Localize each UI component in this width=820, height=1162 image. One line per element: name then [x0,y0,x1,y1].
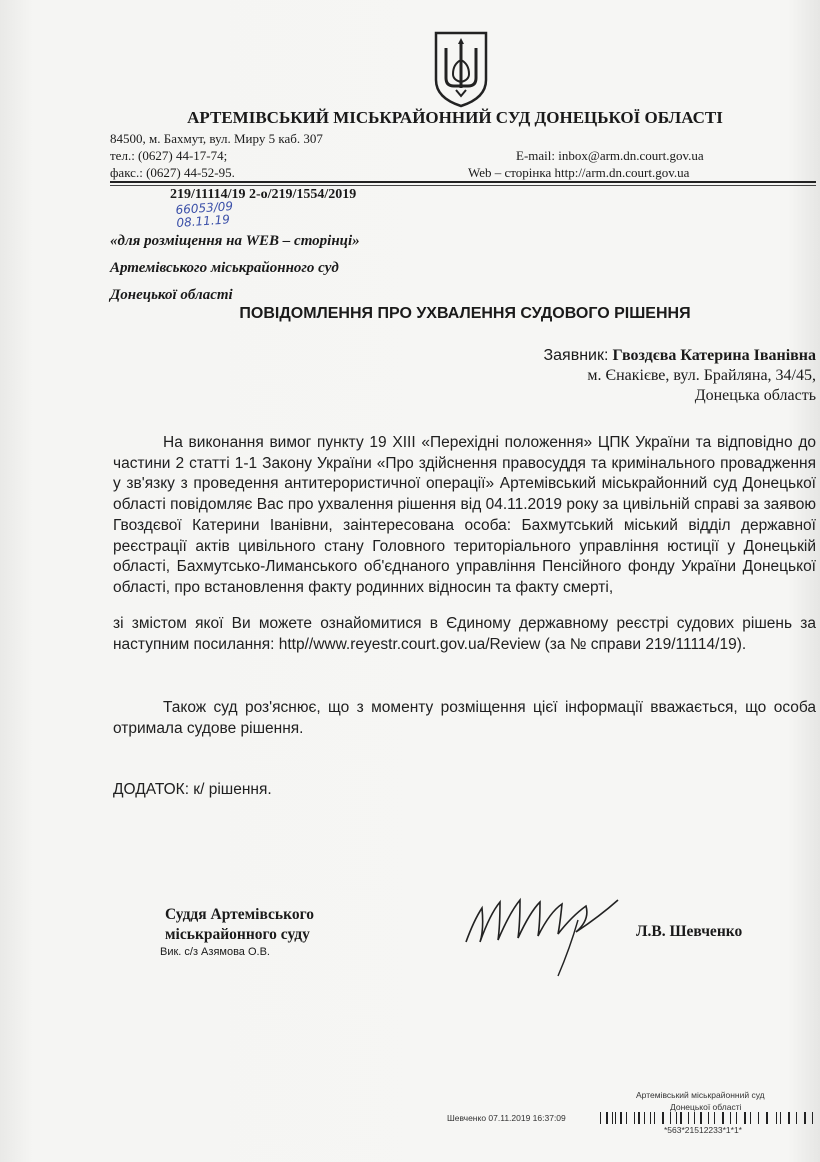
barcode-icon [600,1112,816,1124]
handwritten-signature [460,890,630,980]
applicant-label: Заявник: [543,347,609,364]
applicant-address-1: м. Єнакієве, вул. Брайляна, 34/45, [587,367,816,384]
body-paragraph-3: Також суд роз'яснює, що з моменту розміщення цієї інформації вважається, що особа отримала судове рішення. [113,699,816,737]
body-paragraph-2: зі змістом якої Ви можете ознайомитися в Єдиному державному реєстрі судових рішень за наступним посилання: http//www.reyestr.court.gov.ua/Review (за № справи 219/11114/19). [113,615,816,653]
coat-of-arms-icon [432,30,490,108]
applicant-address-2: Донецька область [694,387,816,404]
stamp-region: Донецької області [670,1102,742,1112]
addressee-line-1: «для розміщення на WEB – сторінці» [110,233,360,249]
header-divider-thin [110,185,816,186]
judge-name: Л.В. Шевченко [636,923,743,940]
court-email: E-mail: inbox@arm.dn.court.gov.ua [516,148,704,163]
court-website: Web – сторінка http://arm.dn.court.gov.ua [468,165,690,180]
applicant-name: Гвоздєва Катерина Іванівна [612,347,816,364]
handwritten-date: 08.11.19 [176,212,231,230]
handwritten-number: 66053/09 [175,199,234,218]
attachment-note: ДОДАТОК: к/ рішення. [113,781,272,798]
court-fax: факс.: (0627) 44-52-95. [110,165,235,180]
case-numbers: 219/11114/19 2-о/219/1554/2019 [170,187,357,202]
barcode-code: *563*21512233*1*1* [664,1125,742,1135]
stamp-timestamp: Шевченко 07.11.2019 16:37:09 [447,1113,566,1123]
court-title: АРТЕМІВСЬКИЙ МІСЬКРАЙОННИЙ СУД ДОНЕЦЬКОЇ ОБЛАСТІ [187,108,723,127]
stamp-court: Артемівський міськрайонний суд [636,1090,765,1100]
header-divider [110,181,816,183]
executor-note: Вик. с/з Азямова О.В. [160,946,270,958]
judge-position-1: Суддя Артемівського [165,906,315,923]
addressee-line-2: Артемівського міськрайонного суд [110,260,339,276]
court-address: 84500, м. Бахмут, вул. Миру 5 каб. 307 [110,131,323,146]
document-title: ПОВІДОМЛЕННЯ ПРО УХВАЛЕННЯ СУДОВОГО РІШЕННЯ [239,305,691,322]
handwritten-registration [175,200,234,230]
court-phone: тел.: (0627) 44-17-74; [110,148,228,163]
applicant-line [543,347,816,365]
body-paragraph-1: На виконання вимог пункту 19 XIII «Перехідні положення» ЦПК України та відповідно до частини 2 статті 1-1 Закону України «Про здійснення правосуддя та кримінального провадження у зв'язку з проведення антитерористичної операції» Артемівський міськрайонний суд Донецької області повідомляє Вас про ухвалення рішення від 04.11.2019 року за цивільній справі за заявою Гвоздєвої Катерини Іванівни, заінтересована особа: Бахмутський міський відділ державної реєстрації актів цивільного стану Головного територіального управління юстиції у Донецькій області, Бахмутсько-Лиманського об'єднаного управління Пенсійного фонду України Донецької області, про встановлення факту родинних відносин та факту смерті, [113,434,816,596]
addressee-line-3: Донецької області [110,287,233,303]
judge-position-2: міськрайонного суду [165,926,310,943]
